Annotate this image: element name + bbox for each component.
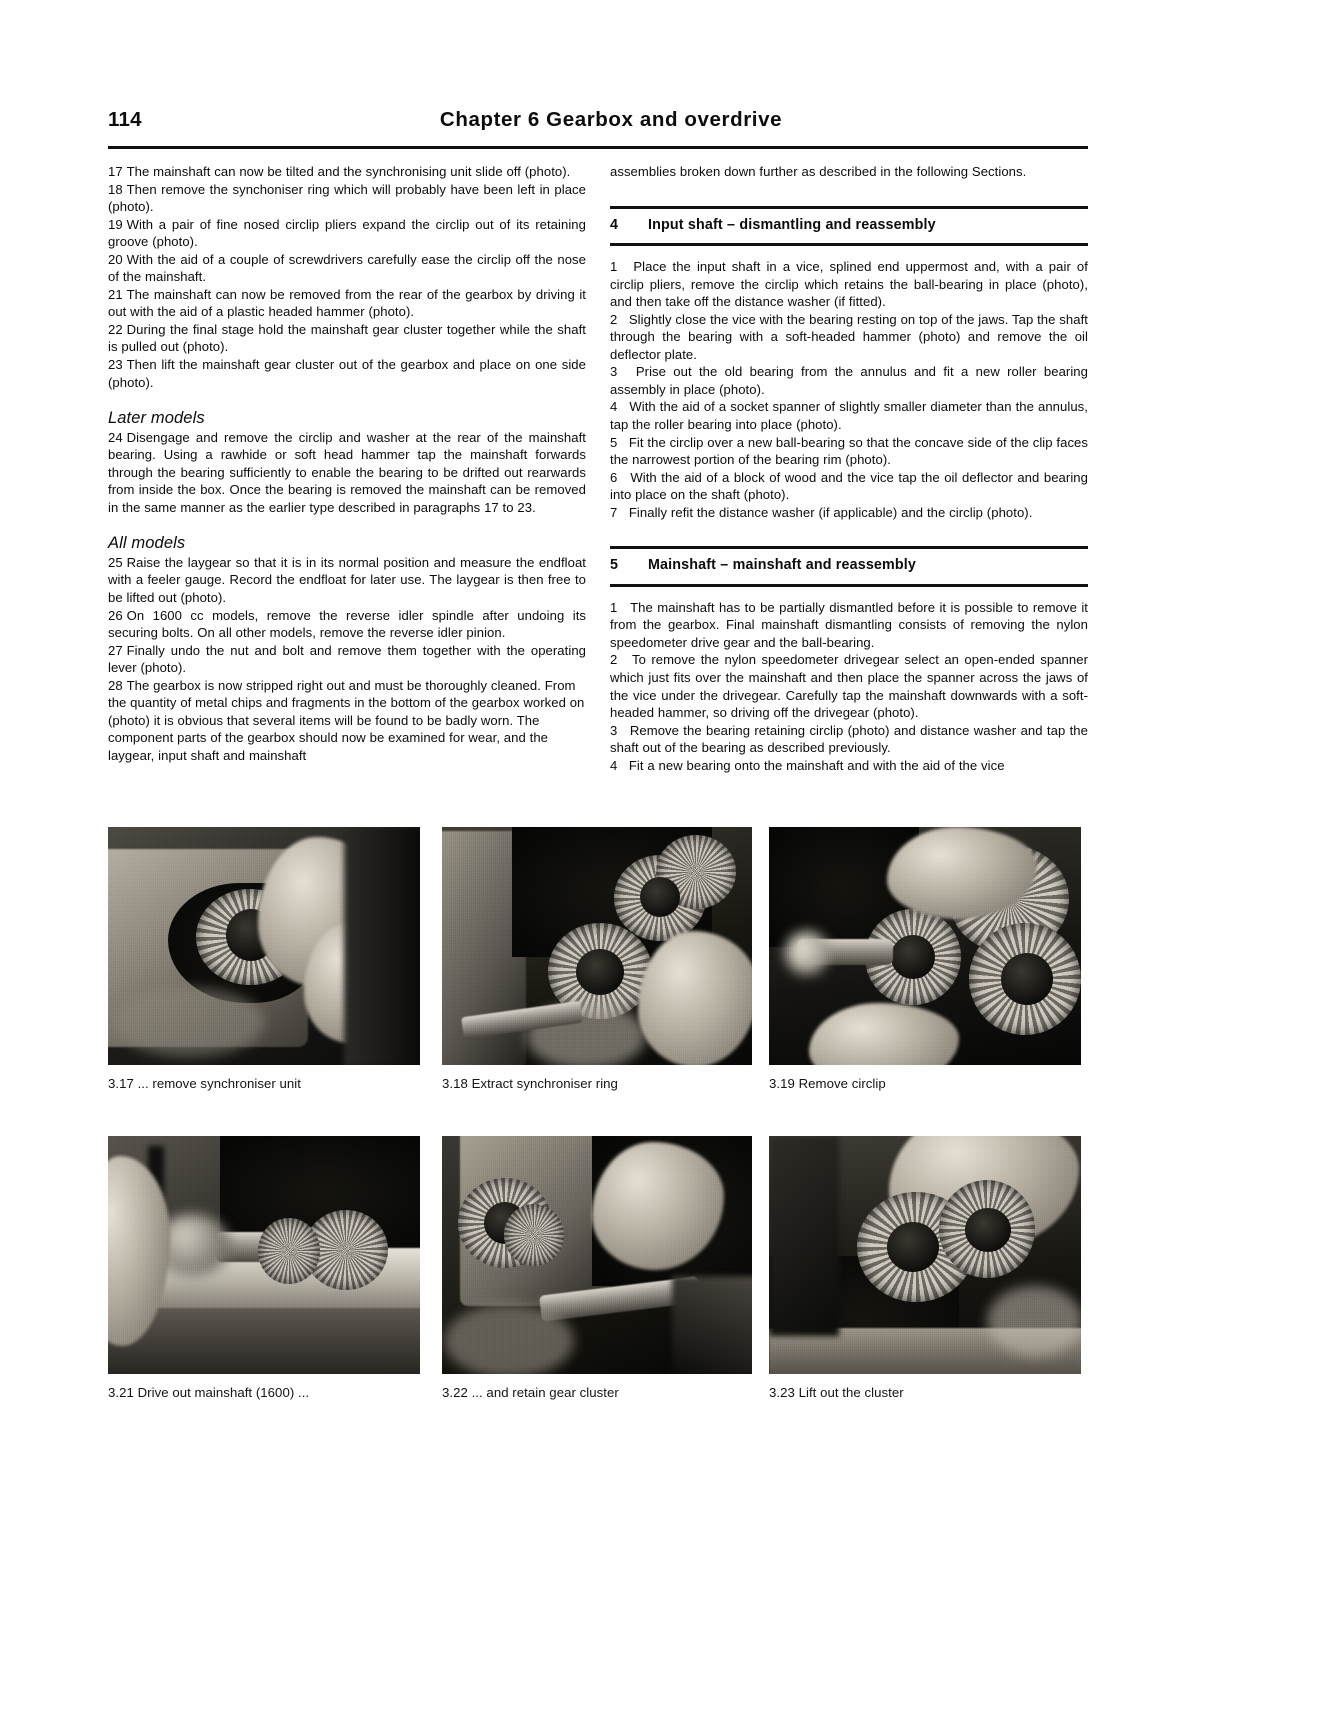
paragraph-number: 21 <box>108 286 123 302</box>
section-title: Mainshaft – mainshaft and reassembly <box>648 557 916 574</box>
paragraph-number: 20 <box>108 251 123 267</box>
paragraph-number: 4 <box>610 399 618 415</box>
paragraph-number: 2 <box>610 652 618 668</box>
paragraph-text: Raise the laygear so that it is in its normal position and measure the endfloat with a feeler gauge. Record the endfloat for later use. The laygear is then free to be lifted out (photo). <box>108 554 586 606</box>
paragraph-number: 17 <box>108 164 123 179</box>
paragraph-number: 23 <box>108 357 123 373</box>
subheading-all-models: All models <box>108 534 186 553</box>
section-heading <box>610 209 1088 244</box>
paragraph-number: 7 <box>610 504 618 520</box>
paragraph-number: 2 <box>610 311 618 327</box>
photo-3-22 <box>442 1136 752 1374</box>
paragraph-text: Finally refit the distance washer (if applicable) and the circlip (photo). <box>628 504 1033 520</box>
paragraph-text: The mainshaft has to be partially dismantled before it is possible to remove it from the gearbox. Final mainshaft dismantling consists of removing the nylon speedometer drive gear and the ball-bearing. <box>610 599 1088 650</box>
paragraph-number: 18 <box>108 181 123 197</box>
paragraph-number: 4 <box>610 757 618 773</box>
photo-3-19 <box>769 827 1081 1065</box>
paragraph-text: Fit a new bearing onto the mainshaft and with the aid of the vice <box>628 757 1005 773</box>
photo-3-18 <box>442 827 752 1065</box>
subheading-later-models: Later models <box>108 409 205 428</box>
photo-caption: 3.17 ... remove synchroniser unit <box>108 1076 301 1091</box>
page-header <box>108 108 1088 144</box>
paragraph <box>108 286 586 321</box>
paragraph-number: 5 <box>610 434 618 450</box>
section-rule-bottom <box>610 584 1088 587</box>
paragraph-number: 1 <box>610 599 618 615</box>
paragraph-number: 22 <box>108 321 123 337</box>
photo-cell <box>442 827 754 1091</box>
chapter-title: Chapter 6 Gearbox and overdrive <box>439 108 783 131</box>
photo-3-23 <box>769 1136 1081 1374</box>
paragraph <box>108 429 586 517</box>
paragraph <box>610 311 1088 364</box>
paragraph <box>610 469 1088 504</box>
section-heading <box>610 549 1088 584</box>
paragraph <box>108 181 586 216</box>
paragraph-number: 27 <box>108 642 123 658</box>
paragraph <box>108 554 586 607</box>
paragraph <box>610 363 1088 398</box>
photo-3-21 <box>108 1136 420 1374</box>
photo-3-17 <box>108 827 420 1065</box>
section-number: 5 <box>610 557 619 574</box>
photo-caption: 3.21 Drive out mainshaft (1600) ... <box>108 1385 310 1400</box>
paragraph-text: With the aid of a couple of screwdrivers carefully ease the circlip off the nose of the mainshaft. <box>108 251 586 285</box>
section-heading-block-4 <box>610 206 1088 247</box>
photo-cell <box>108 1136 420 1400</box>
photo-cell <box>108 827 420 1091</box>
section-title: Input shaft – dismantling and reassembly <box>648 216 936 233</box>
paragraph-number: 3 <box>610 722 618 738</box>
paragraph-number: 26 <box>108 607 123 623</box>
paragraph <box>108 607 586 642</box>
photo-caption: 3.19 Remove circlip <box>769 1076 886 1091</box>
paragraph-text: Slightly close the vice with the bearing resting on top of the jaws. Tap the shaft through the bearing with a soft-headed hammer (photo) and remove the oil deflector plate. <box>610 311 1088 362</box>
paragraph-text: Prise out the old bearing from the annulus and fit a new roller bearing assembly in place (photo). <box>610 364 1088 397</box>
paragraph-text: During the final stage hold the mainshaft gear cluster together while the shaft is pulled out (photo). <box>108 321 586 355</box>
paragraph <box>108 356 586 391</box>
paragraph-text: The mainshaft can now be removed from the rear of the gearbox by driving it out with the aid of a plastic headed hammer (photo). <box>108 286 586 320</box>
paragraph-text: With the aid of a block of wood and the vice tap the oil deflector and bearing into place on the shaft (photo). <box>610 469 1088 503</box>
photo-cell <box>442 1136 754 1400</box>
paragraph-text: Disengage and remove the circlip and washer at the rear of the mainshaft bearing. Using a rawhide or soft head hammer tap the mainshaft forwards through the bearing sufficiently to enable the bearing to be drifted out rearwards from inside the box. Once the bearing is removed the mainshaft can be removed in the same manner as the earlier type described in paragraphs 17 to 23. <box>108 429 586 515</box>
paragraph-text: Then lift the mainshaft gear cluster out of the gearbox and place on one side (photo). <box>108 357 586 390</box>
paragraph-text: Remove the bearing retaining circlip (photo) and distance washer and tap the shaft out of the bearing as described previously. <box>610 722 1088 756</box>
paragraph <box>108 216 586 251</box>
photo-cell <box>769 1136 1081 1400</box>
continuation-paragraph: assemblies broken down further as described in the following Sections. <box>610 164 1027 179</box>
photo-caption: 3.18 Extract synchroniser ring <box>442 1076 618 1091</box>
paragraph-number: 1 <box>610 259 618 275</box>
paragraph <box>610 757 1088 775</box>
photo-caption: 3.23 Lift out the cluster <box>769 1385 904 1400</box>
photo-cell <box>769 827 1081 1091</box>
paragraph-text: Finally undo the nut and bolt and remove them together with the operating lever (photo). <box>108 642 586 676</box>
paragraph <box>610 434 1088 469</box>
paragraph <box>610 599 1088 652</box>
right-text-column <box>610 163 1088 774</box>
paragraph-number: 24 <box>108 429 123 445</box>
paragraph-text: The mainshaft can now be tilted and the synchronising unit slide off (photo). <box>126 164 571 179</box>
paragraph <box>108 251 586 286</box>
paragraph-text: Then remove the synchoniser ring which will probably have been left in place (photo). <box>108 181 586 215</box>
photo-caption: 3.22 ... and retain gear cluster <box>442 1385 619 1400</box>
left-text-column <box>108 163 586 765</box>
paragraph-text: The gearbox is now stripped right out and must be thoroughly cleaned. From the quantity of metal chips and fragments in the bottom of the gearbox worked on (photo) it is obvious that several items will be found to be badly worn. The component parts of the gearbox should now be examined for wear, and the laygear, input shaft and mainshaft <box>108 677 585 763</box>
section-heading-block-5 <box>610 546 1088 587</box>
paragraph-text: Fit the circlip over a new ball-bearing so that the concave side of the clip faces the narrowest portion of the bearing rim (photo). <box>610 434 1088 468</box>
paragraph <box>610 398 1088 433</box>
paragraph-text: To remove the nylon speedometer drivegear select an open-ended spanner which just fits over the mainshaft and then place the spanner across the jaws of the vice under the drivegear. Carefully tap the mainshaft downwards with a soft-headed hammer, so driving off the drivegear (photo). <box>610 652 1088 721</box>
paragraph <box>610 504 1088 522</box>
section-rule-bottom <box>610 243 1088 246</box>
paragraph <box>610 258 1088 311</box>
section-number: 4 <box>610 216 619 233</box>
paragraph-number: 19 <box>108 216 123 232</box>
paragraph-number: 25 <box>108 554 123 570</box>
paragraph <box>108 163 586 181</box>
paragraph-text: Place the input shaft in a vice, splined end uppermost and, with a pair of circlip pliers, remove the circlip which retains the ball-bearing in place (photo), and then take off the distance washer (if fitted). <box>610 259 1088 310</box>
paragraph-number: 28 <box>108 677 123 693</box>
paragraph <box>610 651 1088 721</box>
paragraph-number: 3 <box>610 364 618 380</box>
paragraph-text: With the aid of a socket spanner of slightly smaller diameter than the annulus, tap the roller bearing into place (photo). <box>610 399 1088 433</box>
paragraph-number: 6 <box>610 469 618 485</box>
paragraph-text: With a pair of fine nosed circlip pliers expand the circlip out of its retaining groove (photo). <box>108 216 586 250</box>
paragraph <box>610 722 1088 757</box>
paragraph <box>108 677 586 765</box>
header-divider <box>108 146 1088 149</box>
paragraph-text: On 1600 cc models, remove the reverse idler spindle after undoing its securing bolts. On all other models, remove the reverse idler pinion. <box>108 607 586 641</box>
page-number: 114 <box>108 108 142 131</box>
paragraph <box>108 642 586 677</box>
paragraph <box>108 321 586 356</box>
